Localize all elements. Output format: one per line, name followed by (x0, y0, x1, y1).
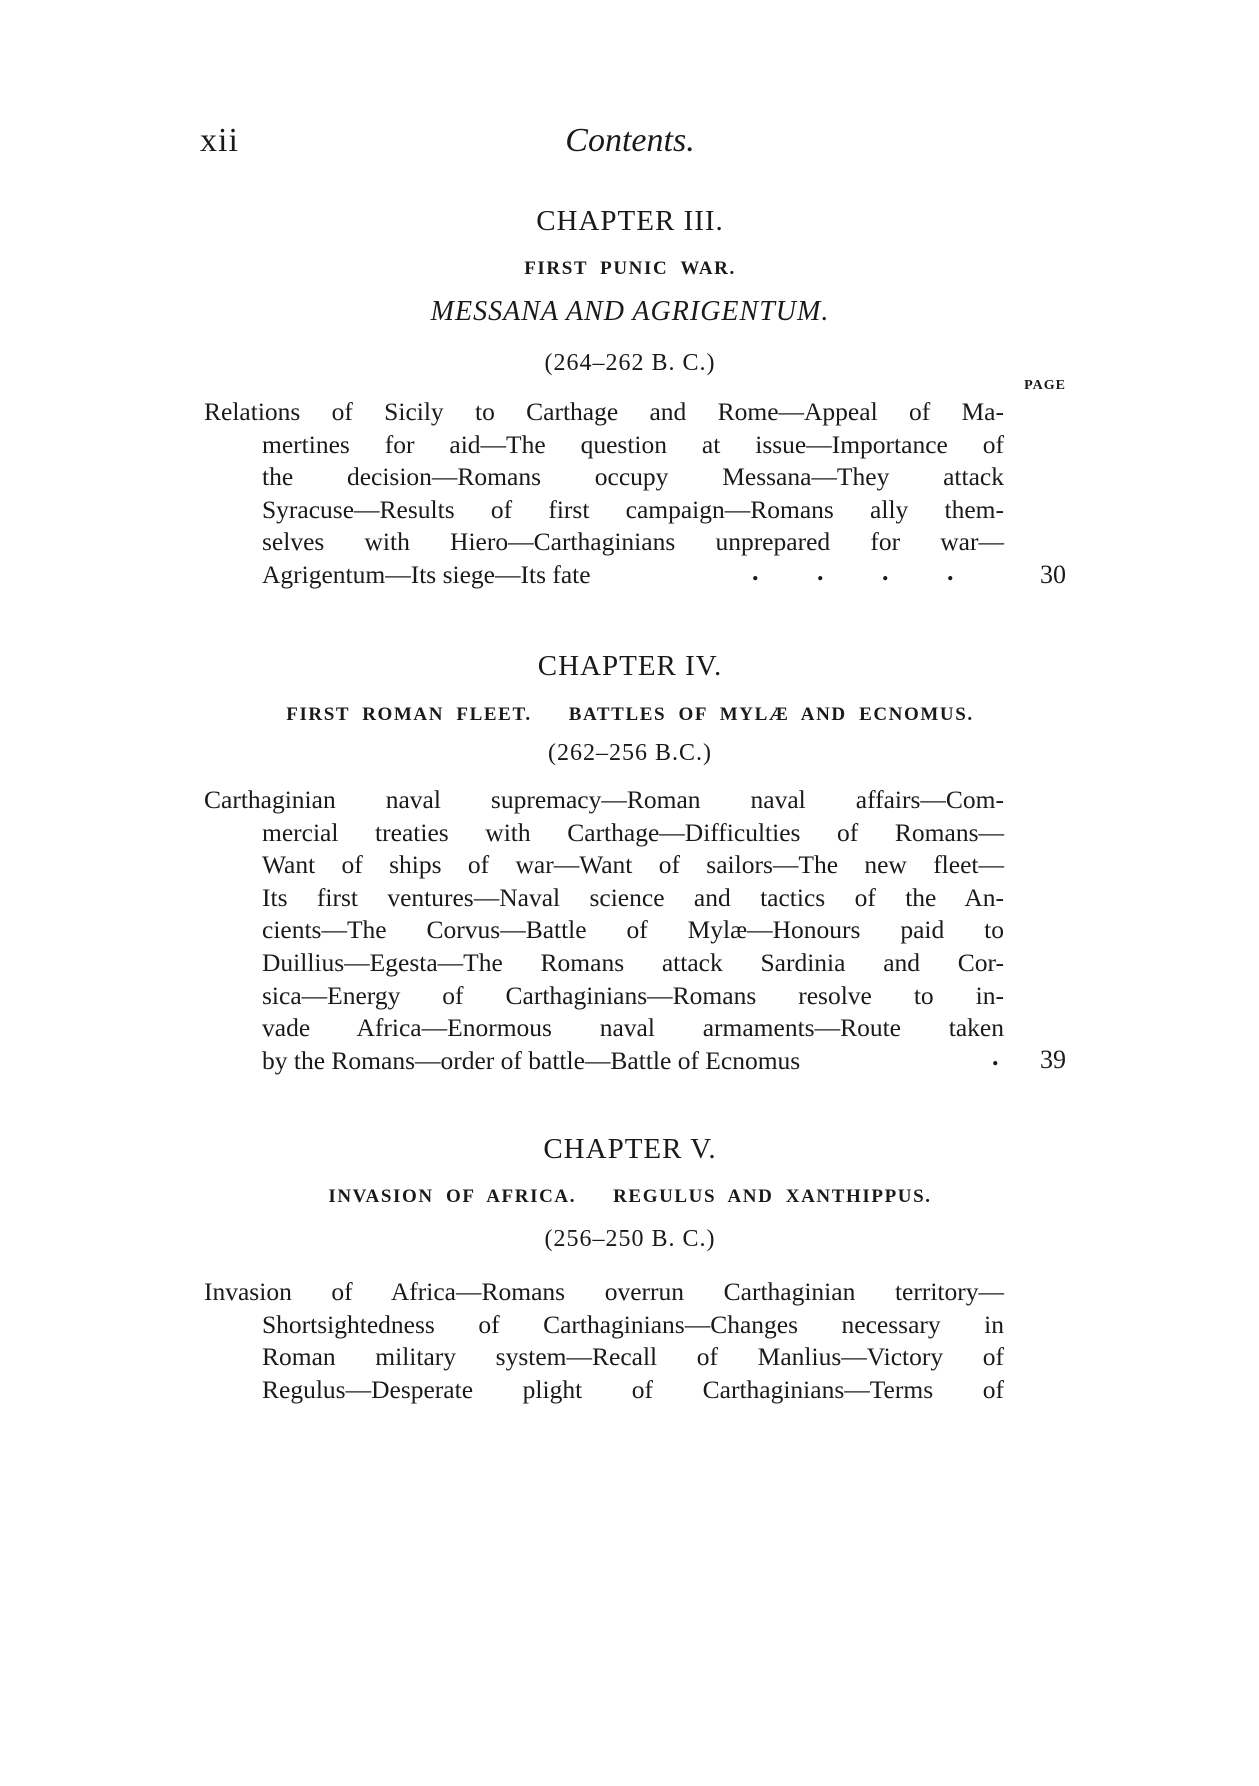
chapter-5-summary (204, 1276, 1004, 1406)
summary-line: the decision—Romans occupy Messana—They attack (262, 462, 1004, 492)
summary-line: mertines for aid—The question at issue—Importance of (262, 429, 1004, 459)
chapter-4-title: CHAPTER IV. (537, 650, 723, 682)
dot-leaders: . (992, 1042, 1025, 1071)
running-head (200, 122, 1060, 172)
chapter-4-page-ref: 39 (1040, 1045, 1066, 1074)
chapter-5-dates: (256–250 B. C.) (544, 1226, 716, 1252)
dot-leaders: . . . . (752, 557, 980, 586)
summary-line: Carthaginian naval supremacy—Roman naval affairs—Com- (204, 785, 1004, 814)
chapter-3-title: CHAPTER III. (536, 205, 724, 237)
running-title: Contents. (565, 122, 695, 159)
summary-line: Agrigentum—Its siege—Its fate (262, 559, 591, 589)
summary-line: Roman military system—Recall of Manlius—Victory of (262, 1342, 1004, 1372)
summary-line: Relations of Sicily to Carthage and Rome—Appeal of Ma- (204, 397, 1004, 426)
summary-line: selves with Hiero—Carthaginians unprepared for war— (262, 527, 1004, 557)
chapter-4-summary (204, 784, 1004, 1077)
summary-line: by the Romans—order of battle—Battle of Ecnomus (262, 1045, 801, 1075)
page-number: xii (200, 122, 239, 159)
chapter-3-italic-subtitle: MESSANA AND AGRIGENTUM. (430, 296, 830, 327)
summary-line: Duillius—Egesta—The Romans attack Sardinia and Cor- (262, 947, 1004, 977)
summary-line: sica—Energy of Carthaginians—Romans resolve to in- (262, 980, 1004, 1010)
summary-line: Invasion of Africa—Romans overrun Carthaginian territory— (204, 1277, 1004, 1306)
summary-line: Syracuse—Results of first campaign—Romans ally them- (262, 494, 1004, 524)
chapter-3-subtitle: FIRST PUNIC WAR. (524, 258, 736, 279)
summary-line: Regulus—Desperate plight of Carthaginians—Terms of (262, 1374, 1004, 1404)
summary-line: cients—The Corvus—Battle of Mylæ—Honours paid to (262, 915, 1004, 945)
summary-line: vade Africa—Enormous naval armaments—Route taken (262, 1013, 1004, 1043)
chapter-5-title: CHAPTER V. (543, 1133, 717, 1165)
chapter-3-page-ref: 30 (1040, 560, 1066, 589)
chapter-5-subtitle: INVASION OF AFRICA. REGULUS AND XANTHIPPUS. (328, 1186, 932, 1207)
page-column-label: PAGE (1024, 378, 1066, 393)
chapter-3-dates: (264–262 B. C.) (544, 350, 716, 376)
chapter-4-dates: (262–256 B.C.) (548, 740, 712, 766)
summary-line: Shortsightedness of Carthaginians—Changes necessary in (262, 1309, 1004, 1339)
chapter-4-subtitle: FIRST ROMAN FLEET. BATTLES OF MYLÆ AND ECNOMUS. (286, 704, 974, 725)
summary-line: Want of ships of war—Want of sailors—The new fleet— (262, 850, 1004, 880)
summary-line: mercial treaties with Carthage—Difficulties of Romans— (262, 817, 1004, 847)
summary-line: Its first ventures—Naval science and tactics of the An- (262, 882, 1004, 912)
